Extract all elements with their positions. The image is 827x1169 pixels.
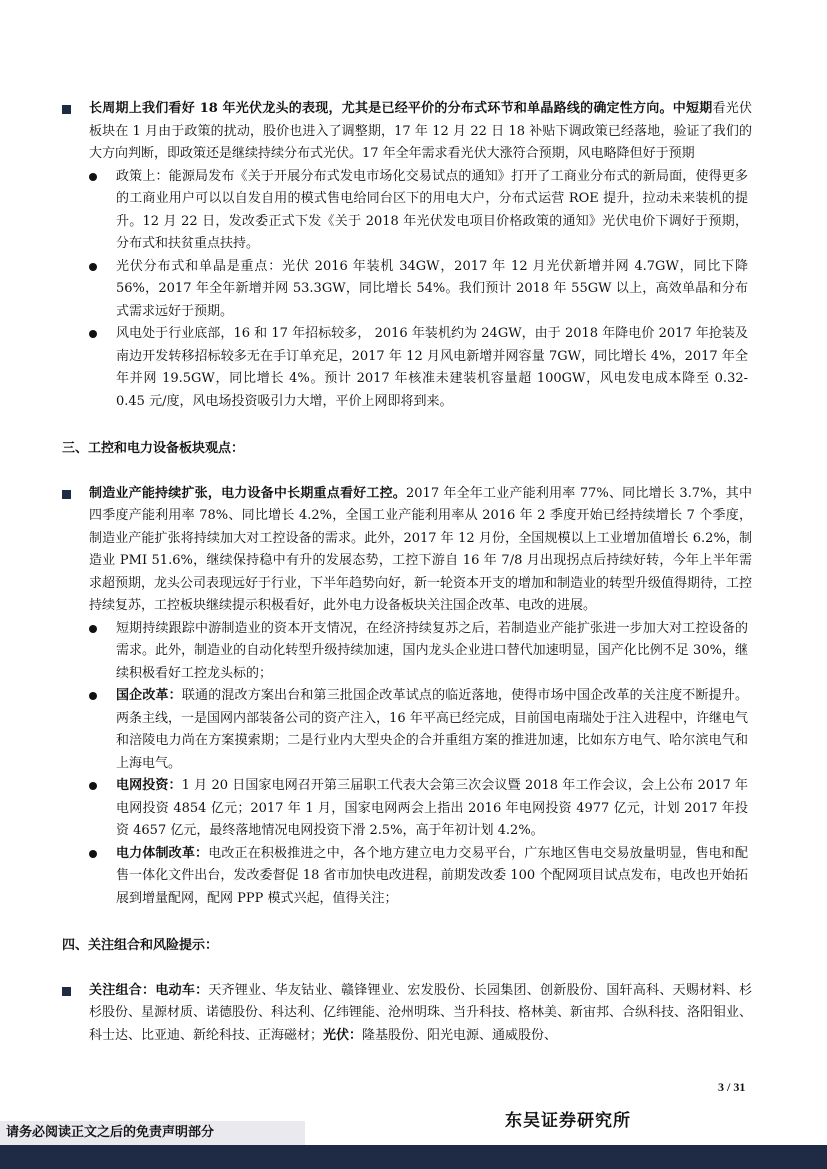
paragraph-portfolio: [62, 980, 752, 1048]
document-body: [62, 98, 752, 1047]
list-item: [89, 166, 748, 256]
portfolio-pv-stocks: 隆基股份、阳光电源、通威股份、: [362, 1027, 558, 1043]
round-bullet-icon: [89, 692, 97, 700]
list-item-text: 光伏分布式和单晶是重点：光伏 2016 年装机 34GW，2017 年 12 月光伏新增并网 4.7GW，同比下降 56%，2017 年全年新增并网 53.3GW，同比增长 54%。我们预计 2018 年 55GW 以上，高效单晶和分布式需求远好于预期。: [116, 258, 748, 319]
list-item-text: 政策上：能源局发布《关于开展分布式发电市场化交易试点的通知》打开了工商业分布式的新局面，使得更多的工商业用户可以以自发自用的模式售电给同台区下的用电大户，分布式运营 ROE 提升，拉动未来装机的提升。12 月 22 日，发改委正式下发《关于 2018 年光伏发电项目价格政策的通知》光伏电价下调好于预期，分布式和扶贫重点扶持。: [116, 168, 748, 251]
round-bullet-icon: [89, 330, 97, 338]
portfolio-label: 关注组合：: [89, 982, 156, 998]
square-bullet-icon: [62, 490, 71, 499]
paragraph-industrial: [62, 483, 752, 618]
list-item: [89, 256, 748, 324]
section-heading-3: 三、工控和电力设备板块观点：: [62, 441, 245, 456]
list-item-text: 电改正在积极推进之中，各个地方建立电力交易平台，广东地区售电交易放量明显，售电和配售一体化文件出台，发改委督促 18 省市加快电改进程，前期发改委 100 个配网项目试点发布，电改也开始拓展到增量配网，配网 PPP 模式兴起，值得关注；: [116, 845, 748, 906]
list-item: [89, 843, 748, 911]
section-heading-4: 四、关注组合和风险提示：: [62, 938, 219, 953]
paragraph-photovoltaic: [62, 98, 752, 166]
paragraph-text: 看光伏板块在 1 月由于政策的扰动，股价也进入了调整期，17 年 12 月 22 日 18 补贴下调政策已经落地，验证了我们的大方向判断，即政策还是继续持续分布式光伏。17 年全年需求看光伏大涨符合预期，风电略降但好于预期: [89, 101, 752, 161]
portfolio-pv-label: 光伏：: [323, 1027, 363, 1043]
round-bullet-icon: [89, 850, 97, 858]
square-bullet-icon: [62, 105, 71, 114]
paragraph-text: 2017 年全年工业产能利用率 77%、同比增长 3.7%，其中四季度产能利用率 78%、同比增长 4.2%，全国工业产能利用率从 2016 年 2 季度开始已经持续增长 7 个季度，制造业产能扩张将持续加大对工控设备的需求。此外，2017 年 12 月份，全国规模以上工业增加值增长 6.2%，制造业 PMI 51.6%，继续保持稳中有升的发展态势，工控下游自 16 年 7/8 月出现拐点后持续好转，今年上半年需求超预期，龙头公司表现远好于行业，下半年趋势向好，新一轮资本开支的增加和制造业的转型升级值得期待，工控持续复苏，工控板块继续提示积极看好，此外电力设备板块关注国企改革、电改的进展。: [89, 485, 753, 613]
disclaimer-note: 请务必阅读正文之后的免责声明部分: [0, 1121, 305, 1145]
paragraph-bold-lead: 长周期上我们看好 18 年光伏龙头的表现，尤其是已经平价的分布式环节和单晶路线的确定性方向。中短期: [89, 101, 713, 116]
page-number: 3 / 31: [718, 1080, 746, 1094]
square-bullet-icon: [62, 987, 71, 996]
list-item: [89, 618, 748, 686]
round-bullet-icon: [89, 173, 97, 181]
list-item-bold: 国企改革：: [116, 688, 182, 703]
footer-bar: [0, 1145, 827, 1169]
list-item: [89, 685, 748, 775]
paragraph-bold-lead: 制造业产能持续扩张，电力设备中长期重点看好工控。: [89, 485, 406, 501]
list-item-text: 短期持续跟踪中游制造业的资本开支情况，在经济持续复苏之后，若制造业产能扩张进一步加大对工控设备的需求。此外，制造业的自动化转型升级持续加速，国内龙头企业进口替代加速明显，国产化比例不足 30%，继续积极看好工控龙头标的；: [116, 620, 748, 681]
list-item-text: 风电处于行业底部，16 和 17 年招标较多， 2016 年装机约为 24GW，由于 2018 年降电价 2017 年抢装及南边开发转移招标较多无在手订单充足，2017 年 12 月风电新增并网容量 7GW，同比增长 4%，2017 年全年并网 19.5GW，同比增长 4%。预计 2017 年核准未建装机容量超 100GW，风电发电成本降至 0.32-0.45 元/度，风电场投资吸引力大增，平价上网即将到来。: [116, 326, 748, 409]
list-item-bold: 电力体制改革：: [116, 845, 209, 861]
portfolio-ev-label: 电动车：: [155, 982, 209, 998]
organization-name: 东吴证券研究所: [505, 1111, 631, 1131]
list-item-bold: 电网投资：: [116, 778, 182, 793]
list-item: [89, 323, 748, 413]
list-item: [89, 775, 748, 843]
round-bullet-icon: [89, 625, 97, 633]
round-bullet-icon: [89, 263, 97, 271]
list-item-text: 1 月 20 日国家电网召开第三届职工代表大会第三次会议暨 2018 年工作会议，会上公布 2017 年电网投资 4854 亿元；2017 年 1 月，国家电网两会上指出 2016 年电网投资 4977 亿元，计划 2017 年投资 4657 亿元，最终落地情况电网投资下滑 2.5%，高于年初计划 4.2%。: [116, 778, 748, 838]
round-bullet-icon: [89, 782, 97, 790]
portfolio-ev-stocks: 天齐锂业、华友钴业、赣锋锂业、宏发股份、长园集团、创新股份、国轩高科、天赐材料、杉杉股份、星源材质、诺德股份、科达利、亿纬锂能、沧州明珠、当升科技、格林美、新宙邦、合纵科技、洛阳钼业、科士达、比亚迪、新纶科技、正海磁材；: [89, 982, 753, 1043]
list-item-text: 联通的混改方案出台和第三批国企改革试点的临近落地，使得市场中国企改革的关注度不断提升。两条主线，一是国网内部装备公司的资产注入，16 年平高已经完成，目前国电南瑞处于注入进程中，许继电气和涪陵电力尚在方案摸索期；二是行业内大型央企的合并重组方案的推进加速，比如东方电气、哈尔滨电气和上海电气。: [116, 688, 748, 771]
